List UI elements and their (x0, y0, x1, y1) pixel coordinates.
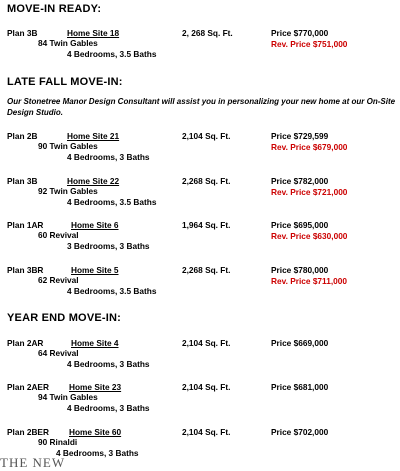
address: 90 Twin Gables (38, 141, 98, 151)
revised-price: Rev. Price $711,000 (271, 276, 347, 286)
section-title-move-in-ready: MOVE-IN READY: (7, 3, 102, 15)
plan-name: Plan 2B (7, 131, 38, 141)
price: Price $770,000 (271, 28, 329, 38)
plan-name: Plan 3BR (7, 265, 44, 275)
bedrooms-baths: 4 Bedrooms, 3 Baths (56, 448, 139, 458)
bedrooms-baths: 4 Bedrooms, 3 Baths (67, 152, 150, 162)
bedrooms-baths: 4 Bedrooms, 3 Baths (67, 359, 150, 369)
price: Price $702,000 (271, 427, 329, 437)
home-site: Home Site 22 (67, 176, 120, 186)
price: Price $782,000 (271, 176, 329, 186)
address: 84 Twin Gables (38, 38, 98, 48)
listing-item (0, 28, 400, 68)
listing-item (0, 220, 400, 260)
home-site: Home Site 18 (67, 28, 120, 38)
plan-name: Plan 3B (7, 176, 38, 186)
address: 60 Revival (38, 230, 79, 240)
listing-item (0, 338, 400, 378)
price: Price $669,000 (271, 338, 329, 348)
revised-price: Rev. Price $679,000 (271, 142, 348, 152)
bedrooms-baths: 4 Bedrooms, 3.5 Baths (67, 286, 157, 296)
bedrooms-baths: 3 Bedrooms, 3 Baths (67, 241, 150, 251)
address: 94 Twin Gables (38, 392, 98, 402)
home-site: Home Site 4 (71, 338, 119, 348)
section-title-year-end: YEAR END MOVE-IN: (7, 312, 122, 324)
plan-name: Plan 2BER (7, 427, 49, 437)
price: Price $695,000 (271, 220, 329, 230)
square-footage: 1,964 Sq. Ft. (182, 220, 231, 230)
section-title-late-fall: LATE FALL MOVE-IN: (7, 76, 123, 88)
price: Price $780,000 (271, 265, 329, 275)
revised-price: Rev. Price $751,000 (271, 39, 348, 49)
bedrooms-baths: 4 Bedrooms, 3.5 Baths (67, 197, 157, 207)
plan-name: Plan 3B (7, 28, 38, 38)
square-footage: 2,268 Sq. Ft. (182, 176, 231, 186)
square-footage: 2, 268 Sq. Ft. (182, 28, 233, 38)
address: 64 Revival (38, 348, 79, 358)
plan-name: Plan 1AR (7, 220, 44, 230)
home-site: Home Site 21 (67, 131, 120, 141)
listing-item (0, 176, 400, 216)
square-footage: 2,104 Sq. Ft. (182, 427, 231, 437)
address: 90 Rinaldi (38, 437, 78, 447)
address: 92 Twin Gables (38, 186, 98, 196)
bedrooms-baths: 4 Bedrooms, 3 Baths (67, 403, 150, 413)
footer-logo: THE NEW (0, 455, 66, 470)
square-footage: 2,104 Sq. Ft. (182, 382, 231, 392)
revised-price: Rev. Price $721,000 (271, 187, 348, 197)
listing-item (0, 265, 400, 305)
home-site: Home Site 5 (71, 265, 119, 275)
design-consultant-note: Our Stonetree Manor Design Consultant will assist you in personalizing your new home at our On-Site Design Studio. (7, 97, 396, 117)
revised-price: Rev. Price $630,000 (271, 231, 348, 241)
home-site: Home Site 23 (69, 382, 122, 392)
plan-name: Plan 2AR (7, 338, 44, 348)
price: Price $681,000 (271, 382, 329, 392)
plan-name: Plan 2AER (7, 382, 49, 392)
listing-item (0, 131, 400, 171)
bedrooms-baths: 4 Bedrooms, 3.5 Baths (67, 49, 157, 59)
address: 62 Revival (38, 275, 79, 285)
listing-item (0, 382, 400, 422)
square-footage: 2,104 Sq. Ft. (182, 338, 231, 348)
square-footage: 2,268 Sq. Ft. (182, 265, 231, 275)
home-site: Home Site 60 (69, 427, 122, 437)
square-footage: 2,104 Sq. Ft. (182, 131, 231, 141)
home-site: Home Site 6 (71, 220, 119, 230)
price: Price $729,599 (271, 131, 329, 141)
